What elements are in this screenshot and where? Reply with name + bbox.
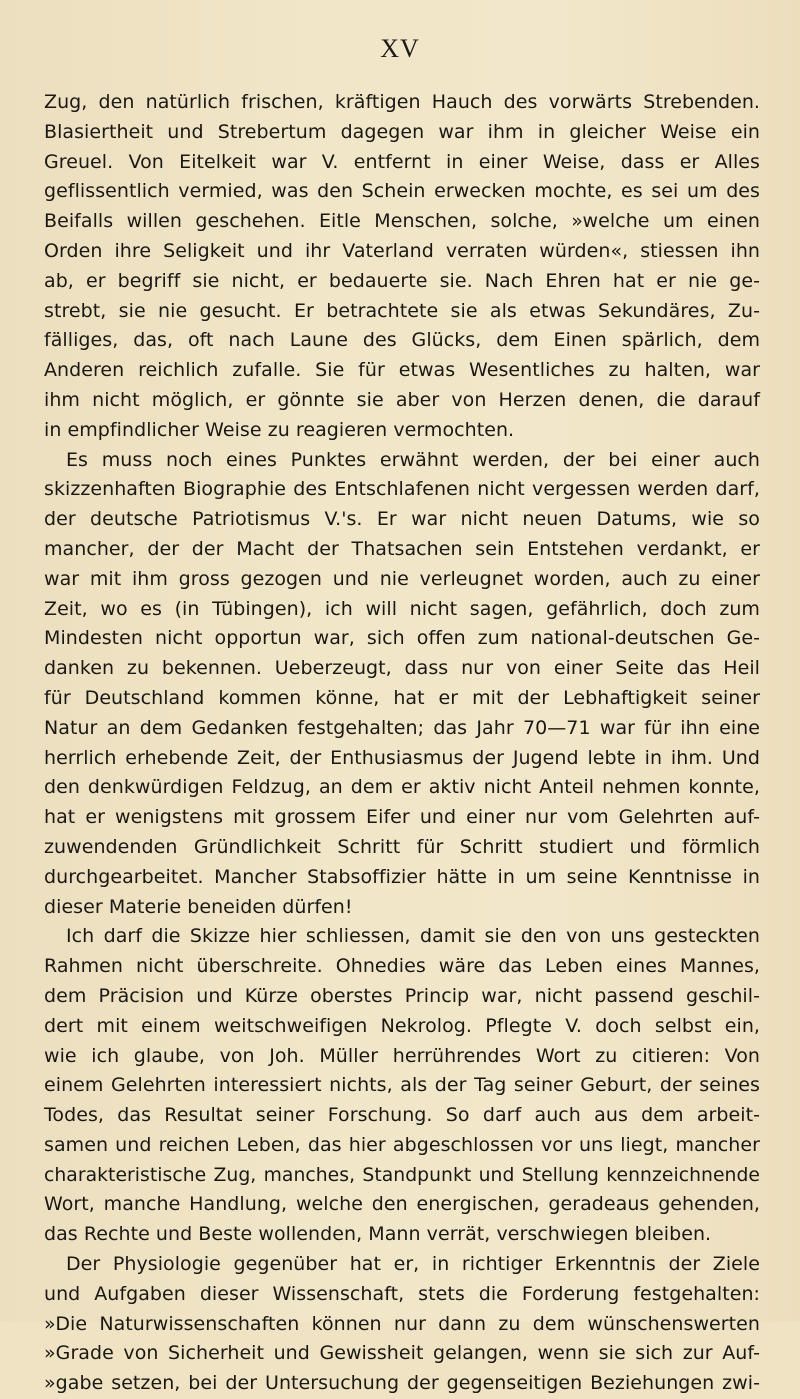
text-line: Der Physiologie gegenüber hat er, in richtiger Erkenntnis der Ziele <box>66 1253 760 1276</box>
text-line: Wort, manche Handlung, welche den energischen, geradeaus gehenden, <box>44 1193 760 1216</box>
text-line: mancher, der der Macht der Thatsachen sein Entstehen verdankt, er <box>44 537 760 560</box>
text-line: in empfindlicher Weise zu reagieren vermochten. <box>44 418 515 441</box>
text-line: Todes, das Resultat seiner Forschung. So darf auch aus dem arbeit- <box>44 1104 760 1127</box>
text-line: samen und reichen Leben, das hier abgeschlossen vor uns liegt, mancher <box>44 1133 760 1156</box>
text-line: Blasiertheit und Strebertum dagegen war ihm in gleicher Weise ein <box>44 120 760 143</box>
text-line: und Aufgaben dieser Wissenschaft, stets die Forderung festgehalten: <box>44 1282 760 1305</box>
text-line: durchgearbeitet. Mancher Stabsoffizier hätte in um seine Kenntnisse in <box>44 865 760 888</box>
text-line: geflissentlich vermied, was den Schein erwecken mochte, es sei um des <box>44 180 760 203</box>
text-line: Anderen reichlich zufalle. Sie für etwas Wesentliches zu halten, war <box>44 359 760 382</box>
text-line: dem Präcision und Kürze oberstes Princip war, nicht passend geschil- <box>44 984 760 1007</box>
text-line: den denkwürdigen Feldzug, an dem er aktiv nicht Anteil nehmen konnte, <box>44 776 760 799</box>
text-line: »Grade von Sicherheit und Gewissheit gelangen, wenn sie sich zur Auf- <box>44 1342 760 1365</box>
page-number: XV <box>380 34 420 63</box>
text-line: das Rechte und Beste wollenden, Mann verrät, verschwiegen bleiben. <box>44 1223 712 1246</box>
text-line: ihm nicht möglich, er gönnte sie aber von Herzen denen, die darauf <box>44 388 760 411</box>
text-line: Ich darf die Skizze hier schliessen, damit sie den von uns gesteckten <box>66 925 760 948</box>
text-line: einem Gelehrten interessiert nichts, als der Tag seiner Geburt, der seines <box>44 1074 760 1097</box>
text-line: Natur an dem Gedanken festgehalten; das Jahr 70—71 war für ihn eine <box>44 716 760 739</box>
text-line: Rahmen nicht überschreite. Ohnedies wäre das Leben eines Mannes, <box>44 955 760 978</box>
text-line: »gabe setzen, bei der Untersuchung der gegenseitigen Beziehungen zwi- <box>44 1372 760 1395</box>
text-line: »Die Naturwissenschaften können nur dann zu dem wünschenswerten <box>44 1312 760 1335</box>
text-line: skizzenhaften Biographie des Entschlafenen nicht vergessen werden darf, <box>44 478 760 501</box>
body-text <box>44 88 760 1399</box>
text-line: für Deutschland kommen könne, hat er mit der Lebhaftigkeit seiner <box>44 686 760 709</box>
text-line: herrlich erhebende Zeit, der Enthusiasmus der Jugend lebte in ihm. Und <box>44 746 760 769</box>
text-line: charakteristische Zug, manches, Standpunkt und Stellung kennzeichnende <box>44 1164 760 1186</box>
text-line: Zeit, wo es (in Tübingen), ich will nicht sagen, gefährlich, doch zum <box>44 597 760 620</box>
text-line: wie ich glaube, von Joh. Müller herrührendes Wort zu citieren: Von <box>44 1044 760 1067</box>
text-line: danken zu bekennen. Ueberzeugt, dass nur von einer Seite das Heil <box>44 657 760 680</box>
text-line: Greuel. Von Eitelkeit war V. entfernt in einer Weise, dass er Alles <box>44 150 760 173</box>
text-line: dieser Materie beneiden dürfen! <box>44 895 353 918</box>
text-line: ab, er begriff sie nicht, er bedauerte sie. Nach Ehren hat er nie ge- <box>44 269 760 292</box>
text-line: strebt, sie nie gesucht. Er betrachtete sie als etwas Sekundäres, Zu- <box>44 299 760 322</box>
text-line: Zug, den natürlich frischen, kräftigen Hauch des vorwärts Strebenden. <box>44 91 760 113</box>
text-line: war mit ihm gross gezogen und nie verleugnet worden, auch zu einer <box>44 567 760 590</box>
text-line: Orden ihre Seligkeit und ihr Vaterland verraten würden«, stiessen ihn <box>44 239 760 262</box>
text-line: zuwendenden Gründlichkeit Schritt für Schritt studiert und förmlich <box>44 835 760 858</box>
text-line: Beifalls willen geschehen. Eitle Menschen, solche, »welche um einen <box>44 210 760 233</box>
text-line: Es muss noch eines Punktes erwähnt werden, der bei einer auch <box>66 448 760 471</box>
text-line: dert mit einem weitschweifigen Nekrolog. Pflegte V. doch selbst ein, <box>44 1014 760 1037</box>
text-line: hat er wenigstens mit grossem Eifer und einer nur vom Gelehrten auf- <box>44 806 760 829</box>
text-line: fälliges, das, oft nach Laune des Glücks, dem Einen spärlich, dem <box>44 329 760 352</box>
text-line: Mindesten nicht opportun war, sich offen zum national-deutschen Ge- <box>44 627 760 650</box>
text-line: der deutsche Patriotismus V.'s. Er war nicht neuen Datums, wie so <box>44 508 760 531</box>
